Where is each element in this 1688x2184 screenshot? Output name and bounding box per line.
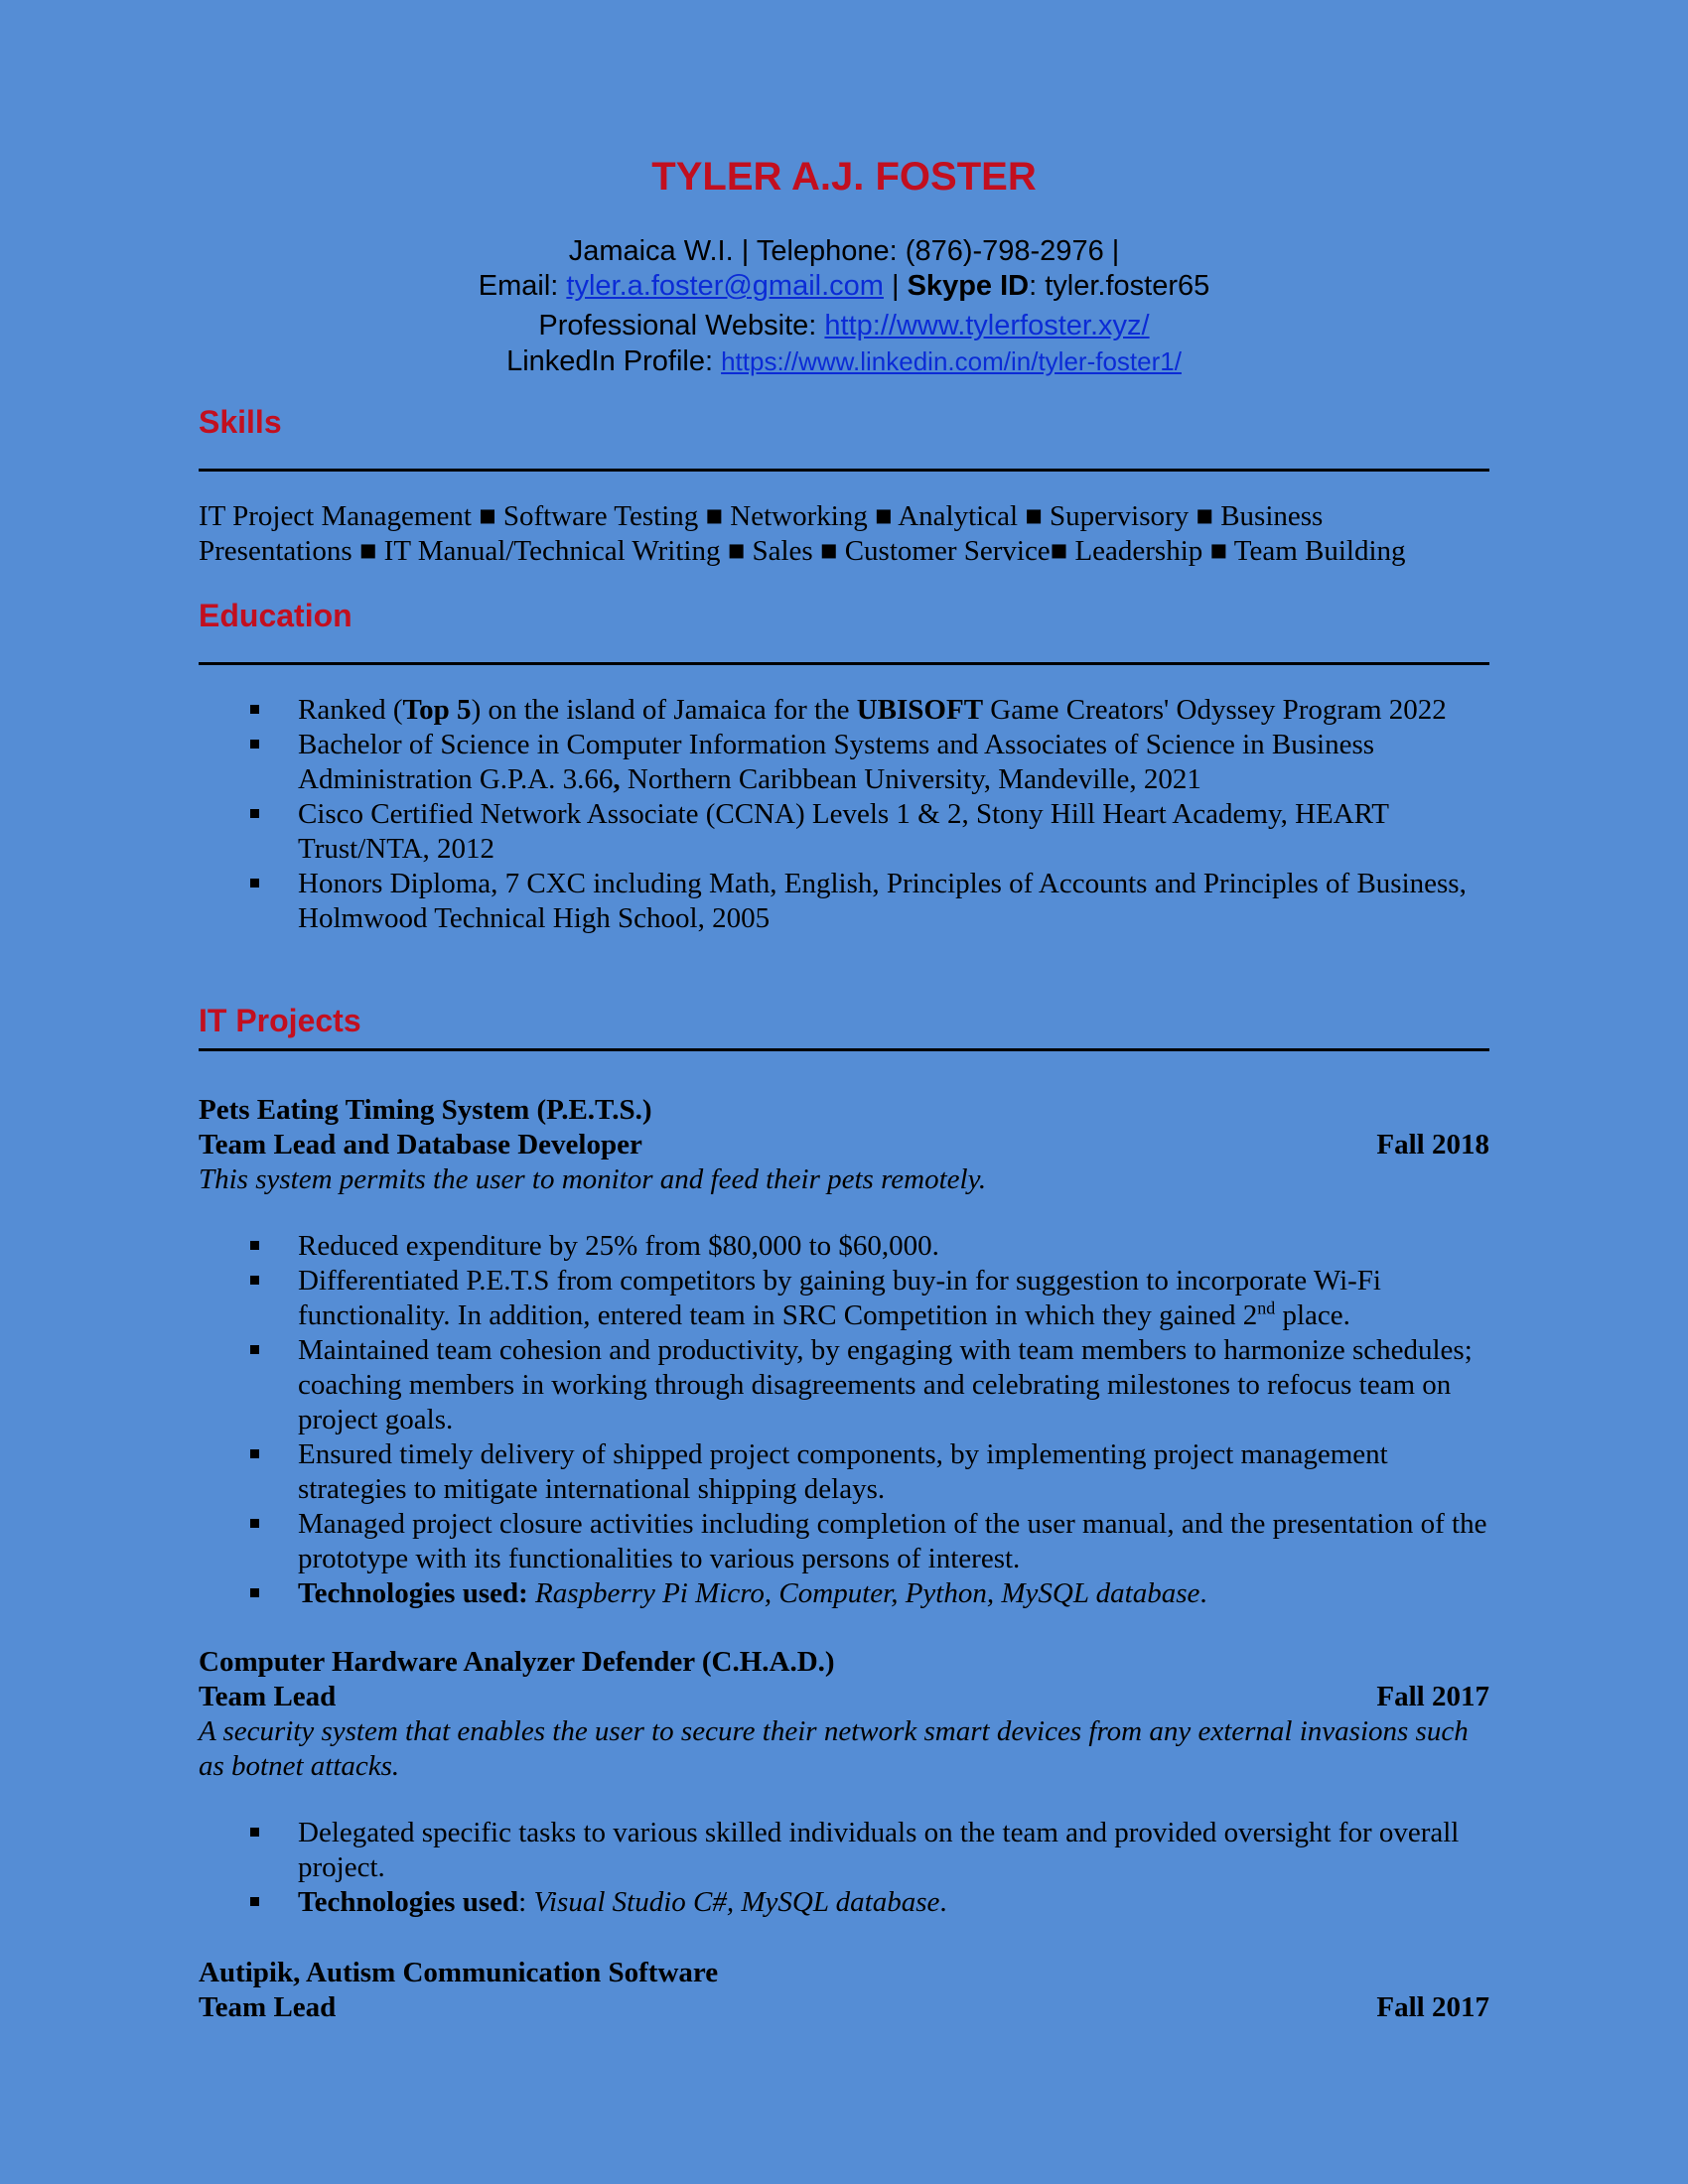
project-role: Team Lead [199, 1991, 337, 2023]
project-role: Team Lead and Database Developer [199, 1129, 642, 1160]
project-title: Autipik, Autism Communication Software [199, 1957, 719, 1988]
projects-divider [199, 1048, 1489, 1051]
email-link[interactable]: tyler.a.foster@gmail.com [566, 270, 884, 302]
website-link[interactable]: http://www.tylerfoster.xyz/ [824, 310, 1150, 341]
skills-list [199, 499, 1499, 569]
education-item: Bachelor of Science in Computer Information Systems and Associates of Science in Business Administration G.P.A. 3.66, Northern Caribbean University, Mandeville, 2021 [199, 728, 1489, 797]
skills-heading: Skills [199, 404, 282, 440]
project-bullet: Differentiated P.E.T.S from competitors by gaining buy-in for suggestion to incorporate Wi-Fi functionality. In addition, entered team in SRC Competition in which they gained 2nd place. [199, 1264, 1489, 1333]
website-label: Professional Website: [538, 310, 817, 341]
education-heading: Education [199, 598, 352, 633]
phone-label: Telephone: [756, 235, 898, 267]
bullet-icon [250, 1345, 259, 1354]
bullet-icon [250, 1897, 259, 1906]
contact-line-2: Email: tyler.a.foster@gmail.com | Skype ID: tyler.foster65 [478, 270, 1210, 302]
skype-label: Skype ID [907, 270, 1030, 302]
location: Jamaica W.I. [568, 235, 734, 267]
bullet-icon [250, 1276, 259, 1285]
education-item: Cisco Certified Network Associate (CCNA) Levels 1 & 2, Stony Hill Heart Academy, HEART Trust/NTA, 2012 [199, 797, 1489, 867]
project-role-row [199, 1128, 1489, 1162]
project-bullet: Reduced expenditure by 25% from $80,000 to $60,000. [199, 1229, 1489, 1264]
skills-divider [199, 469, 1489, 472]
linkedin-link[interactable]: https://www.linkedin.com/in/tyler-foster1/ [721, 346, 1182, 376]
education-divider [199, 662, 1489, 665]
project-date: Fall 2017 [1376, 1681, 1489, 1712]
education-list [199, 693, 1489, 936]
projects-heading: IT Projects [199, 1003, 361, 1038]
project-title: Computer Hardware Analyzer Defender (C.H.A.D.) [199, 1646, 835, 1678]
skills-line-1: IT Project Management ■ Software Testing ■ Networking ■ Analytical ■ Supervisory ■ Business [199, 500, 1324, 532]
project-bullets [199, 1816, 1489, 1920]
bullet-icon [250, 1828, 259, 1837]
education-item: Ranked (Top 5) on the island of Jamaica for the UBISOFT Game Creators' Odyssey Program 2022 [199, 693, 1489, 728]
contact-line-3 [0, 308, 1688, 343]
project-date: Fall 2017 [1376, 1991, 1489, 2023]
project-tech-bullet: Technologies used: Visual Studio C#, MySQL database. [199, 1885, 1489, 1920]
bullet-icon [250, 1241, 259, 1250]
bullet-icon [250, 1519, 259, 1528]
contact-line-4 [0, 343, 1688, 379]
project-role-row [199, 1990, 1489, 2025]
email-label: Email: [478, 270, 559, 302]
project-bullet: Maintained team cohesion and productivity, by engaging with team members to harmonize schedules; coaching members in working through disagreements and celebrating milestones to refocus team on project goals. [199, 1333, 1489, 1437]
project-tech-bullet: Technologies used: Raspberry Pi Micro, Computer, Python, MySQL database. [199, 1576, 1489, 1611]
skills-line-2: Presentations ■ IT Manual/Technical Writing ■ Sales ■ Customer Service■ Leadership ■ Team Building [199, 535, 1406, 567]
bullet-icon [250, 809, 259, 818]
phone: (876)-798-2976 [905, 235, 1104, 267]
bullet-icon [250, 1449, 259, 1458]
project-description: A security system that enables the user to secure their network smart devices from any external invasions such as botnet attacks. [199, 1715, 1469, 1782]
bullet-icon [250, 705, 259, 714]
education-item: Honors Diploma, 7 CXC including Math, English, Principles of Accounts and Principles of Business, Holmwood Technical High School, 2005 [199, 867, 1489, 936]
bullet-icon [250, 740, 259, 749]
project-role: Team Lead [199, 1681, 337, 1712]
bullet-icon [250, 1588, 259, 1597]
project-description: This system permits the user to monitor and feed their pets remotely. [199, 1163, 987, 1195]
linkedin-label: LinkedIn Profile: [506, 345, 714, 377]
project-bullet: Ensured timely delivery of shipped project components, by implementing project management strategies to mitigate international shipping delays. [199, 1437, 1489, 1507]
contact-line-1: Jamaica W.I. | Telephone: (876)-798-2976 | [568, 235, 1120, 267]
project-bullets [199, 1229, 1489, 1611]
skype-id: tyler.foster65 [1045, 270, 1210, 302]
candidate-name: TYLER A.J. FOSTER [651, 155, 1037, 199]
project-role-row [199, 1680, 1489, 1714]
bullet-icon [250, 879, 259, 887]
project-date: Fall 2018 [1376, 1129, 1489, 1160]
project-title: Pets Eating Timing System (P.E.T.S.) [199, 1094, 652, 1126]
project-bullet: Managed project closure activities including completion of the user manual, and the presentation of the prototype with its functionalities to various persons of interest. [199, 1507, 1489, 1576]
project-bullet: Delegated specific tasks to various skilled individuals on the team and provided oversight for overall project. [199, 1816, 1489, 1885]
